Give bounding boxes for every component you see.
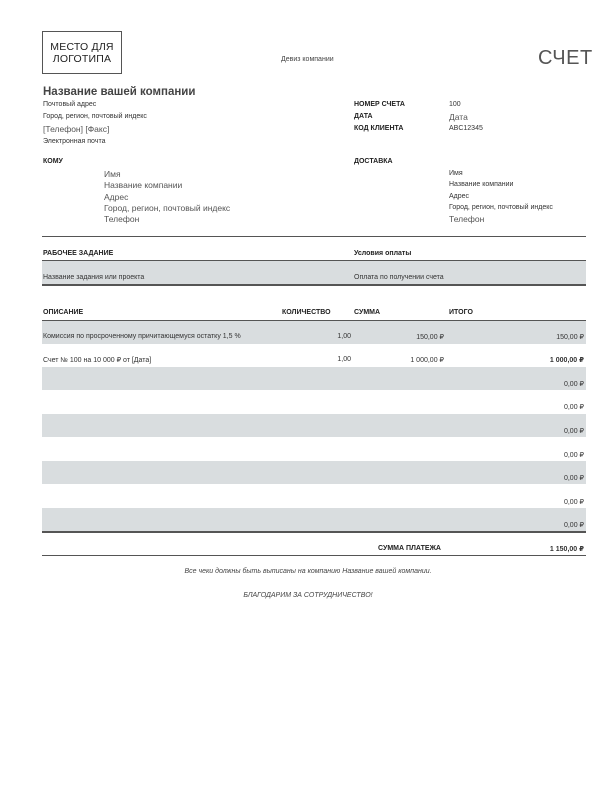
invoice-date-value: Дата [449,112,468,122]
logo-placeholder-text: МЕСТО ДЛЯ ЛОГОТИПА [50,40,114,65]
company-motto: Девиз компании [281,56,334,63]
job-value: Название задания или проекта [43,274,145,281]
company-city: Город, регион, почтовый индекс [43,113,147,120]
company-phone-fax: [Телефон] [Факс] [43,124,110,134]
company-name: Название вашей компании [43,86,196,98]
invoice-number-label: НОМЕР СЧЕТА [354,101,405,108]
table-row-total: 0,00 ₽ [563,428,584,435]
thank-you-note: БЛАГОДАРИМ ЗА СОТРУДНИЧЕСТВО! [243,592,373,599]
payable-note: Все чеки должны быть выписаны на компанию Название вашей компании. [184,568,432,575]
document-title: СЧЕТ [538,47,593,69]
ship-to-phone: Телефон [449,214,485,224]
table-row-total: 150,00 ₽ [556,334,584,341]
table-row-qty: 1,00 [337,333,351,340]
table-row-total: 0,00 ₽ [563,381,584,388]
table-row-total: 0,00 ₽ [563,522,584,529]
client-id-value: ABC12345 [449,125,483,132]
col-total-header: ИТОГО [449,309,473,316]
divider [42,236,586,237]
table-row-total: 0,00 ₽ [563,404,584,411]
payment-terms-value: Оплата по получении счета [354,274,444,281]
col-price-header: СУММА [354,309,381,316]
ship-to-label: ДОСТАВКА [354,158,393,165]
invoice-date-label: ДАТА [354,113,373,120]
table-row-total: 1 000,00 ₽ [549,357,584,364]
payment-terms-label: Условия оплаты [354,250,412,257]
bill-to-address: Адрес [104,192,129,202]
ship-to-address: Адрес [449,193,470,200]
grand-total-label: СУММА ПЛАТЕЖА [378,545,441,552]
col-qty-header: КОЛИЧЕСТВО [282,309,331,316]
table-row-price: 1 000,00 ₽ [410,357,444,364]
col-description-header: ОПИСАНИЕ [43,309,84,316]
divider [42,284,586,286]
job-label: РАБОЧЕЕ ЗАДАНИЕ [43,250,114,257]
bill-to-company: Название компании [104,180,183,190]
table-row-total: 0,00 ₽ [563,499,584,506]
bill-to-name: Имя [104,169,121,179]
table-row-total: 0,00 ₽ [563,452,584,459]
ship-to-company: Название компании [449,181,514,188]
divider [42,555,586,556]
logo-placeholder [42,31,122,74]
table-row-description: Счет № 100 на 10 000 ₽ от [Дата] [43,357,152,364]
bill-to-phone: Телефон [104,214,140,224]
table-row-total: 0,00 ₽ [563,475,584,482]
invoice-number-value: 100 [449,101,461,108]
table-row-qty: 1,00 [337,356,351,363]
bill-to-city: Город, регион, почтовый индекс [104,203,231,213]
grand-total-value: 1 150,00 ₽ [549,546,584,553]
company-street: Почтовый адрес [43,101,97,108]
ship-to-name: Имя [449,170,463,177]
bill-to-label: КОМУ [43,158,63,165]
table-row-description: Комиссия по просроченному причитающемуся остатку 1,5 % [43,333,241,340]
client-id-label: КОД КЛИЕНТА [354,125,404,132]
company-email: Электронная почта [43,138,106,145]
divider [42,531,586,533]
table-row-price: 150,00 ₽ [416,334,444,341]
ship-to-city: Город, регион, почтовый индекс [449,204,553,211]
